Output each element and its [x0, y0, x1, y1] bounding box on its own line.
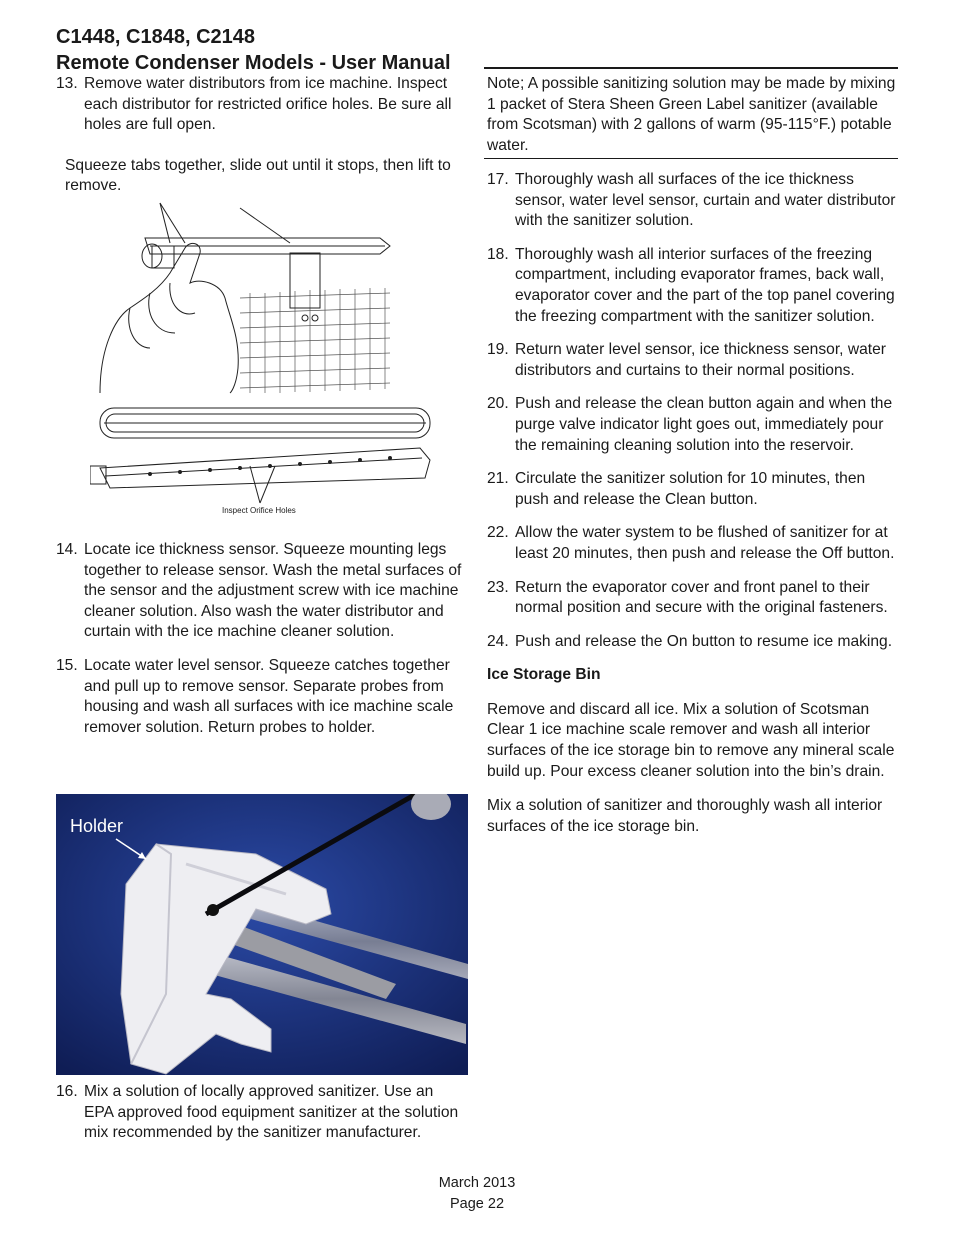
- step-text: Mix a solution of locally approved sanitizer. Use an EPA approved food equipment sanitizer at the solution mix recommended by the sanitizer manufacturer.: [84, 1083, 459, 1142]
- step-text: Locate ice thickness sensor. Squeeze mounting legs together to release sensor. Wash the metal surfaces of the sensor and the adjustment screw with ice machine cleaner solution. Also wash the water distributor and curtain with the ice machine cleaner solution.: [84, 541, 462, 641]
- step-16: [56, 1082, 466, 1144]
- step-text: Thoroughly wash all surfaces of the ice thickness sensor, water level sensor, curtain and water distributor with the sanitizer solution.: [515, 171, 896, 230]
- step-number: 20.: [487, 395, 509, 413]
- step-14: [56, 540, 466, 643]
- sensor-holder-photo: [56, 794, 468, 1075]
- step-20: [487, 394, 897, 456]
- step-18: [487, 245, 897, 327]
- step-number: 23.: [487, 578, 509, 596]
- left-column-bottom: [56, 1082, 466, 1144]
- step-13: [56, 74, 466, 136]
- step-number: 18.: [487, 245, 509, 263]
- step-text: Thoroughly wash all interior surfaces of the freezing compartment, including evaporator frames, back wall, evaporator cover and the part of the top panel covering the freezing compartment with the sanitizer solution.: [515, 245, 895, 325]
- step-22: [487, 523, 897, 564]
- holder-label: Holder: [70, 816, 124, 836]
- header-rule: [484, 67, 898, 69]
- step-text: Allow the water system to be flushed of sanitizer for at least 20 minutes, then push and release the Off button.: [515, 524, 895, 562]
- step-text: Circulate the sanitizer solution for 10 minutes, then push and release the Clean button.: [515, 470, 866, 508]
- footer-page-number: Page 22: [449, 1196, 505, 1212]
- step-24: [487, 632, 897, 653]
- step-15: [56, 656, 466, 738]
- note-rule: [484, 158, 898, 159]
- step-number: 24.: [487, 632, 509, 650]
- step-number: 16.: [56, 1083, 78, 1100]
- left-column-top: [56, 74, 466, 197]
- bin-paragraph-2: Mix a solution of sanitizer and thoroughly wash all interior surfaces of the ice storage bin.: [487, 797, 883, 835]
- step-number: 21.: [487, 470, 509, 488]
- step-number: 13.: [56, 75, 78, 92]
- step-number: 14.: [56, 541, 78, 558]
- distributor-illustration: [90, 198, 440, 518]
- step-21: [487, 469, 897, 510]
- document-subtitle: Remote Condenser Models - User Manual: [56, 52, 451, 74]
- right-column-steps: [487, 170, 897, 837]
- step-number: 17.: [487, 171, 509, 188]
- left-column-middle: [56, 540, 466, 738]
- step-23: [487, 578, 897, 619]
- step-text: Locate water level sensor. Squeeze catches together and pull up to remove sensor. Separate probes from housing and wash all surfaces with ice machine scale remover solution. Return probes to holder.: [84, 656, 454, 736]
- step-19: [487, 340, 897, 381]
- step-number: 22.: [487, 524, 509, 542]
- footer-date: March 2013: [438, 1175, 516, 1191]
- squeeze-instruction: Squeeze tabs together, slide out until it stops, then lift to remove.: [65, 156, 451, 195]
- step-text: Remove water distributors from ice machine. Inspect each distributor for restricted orifice holes. Be sure all holes are full open.: [84, 75, 452, 134]
- note-text: Note; A possible sanitizing solution may be made by mixing 1 packet of Stera Sheen Green Label sanitizer (available from Scotsman) with 2 gallons of warm (95-115°F.) potable water.: [487, 75, 896, 154]
- step-text: Return the evaporator cover and front panel to their normal position and secure with the original fasteners.: [515, 578, 888, 617]
- bin-paragraph-1: Remove and discard all ice. Mix a solution of Scotsman Clear 1 ice machine scale remover and wash all interior surfaces of the ice storage bin to remove any mineral scale build up. Pour excess cleaner solution into the bin’s drain.: [487, 700, 895, 780]
- document-title: C1448, C1848, C2148: [56, 26, 256, 48]
- sanitizer-note: [487, 74, 897, 156]
- step-text: Return water level sensor, ice thickness sensor, water distributors and curtains to their normal positions.: [515, 341, 886, 379]
- step-text: Push and release the On button to resume ice making.: [515, 632, 893, 650]
- step-text: Push and release the clean button again and when the purge valve indicator light goes out, immediately pour the remaining cleaning solution into the reservoir.: [515, 395, 893, 454]
- step-number: 15.: [56, 656, 78, 674]
- step-number: 19.: [487, 341, 509, 359]
- step-17: [487, 170, 897, 232]
- figure-caption: Inspect Orifice Holes: [222, 506, 296, 515]
- section-heading: Ice Storage Bin: [487, 666, 601, 684]
